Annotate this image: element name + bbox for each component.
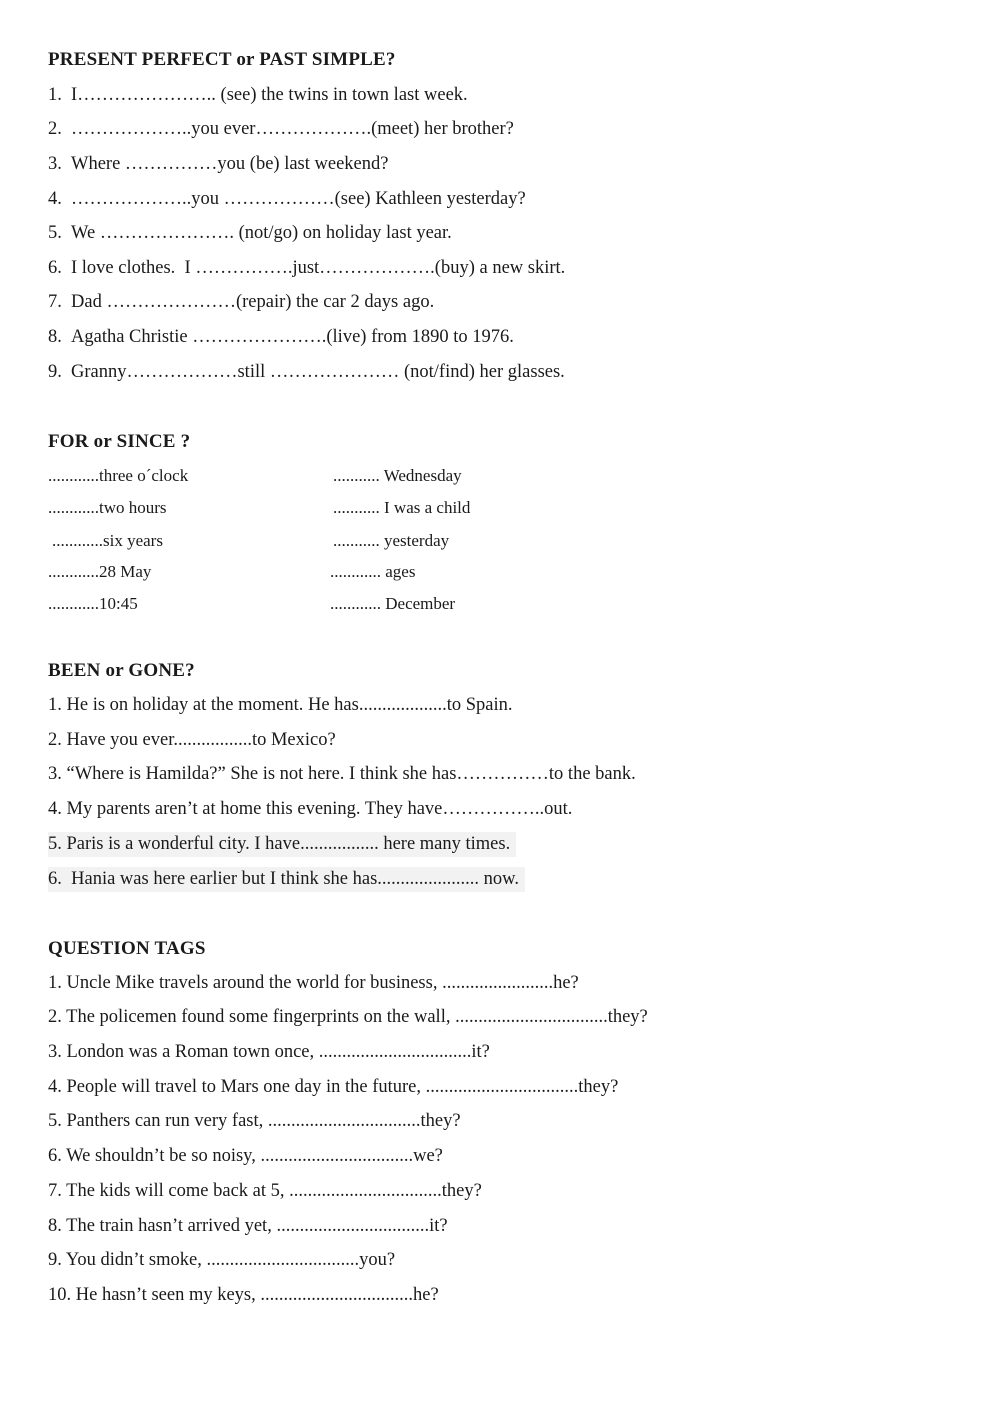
- exercise-item: [48, 85, 468, 106]
- item-number: 1.: [48, 85, 62, 105]
- item-number: 3.: [48, 154, 62, 174]
- exercise-item: [48, 154, 388, 175]
- for-since-item: ............three o´clock: [48, 466, 189, 485]
- for-since-item: ............28 May: [48, 562, 152, 581]
- exercise-item: 4. My parents aren’t at home this evening. They have……………..out.: [48, 799, 573, 819]
- for-since-item: ........... I was a child: [333, 498, 471, 517]
- exercise-item: [48, 327, 514, 348]
- item-number: 5.: [48, 223, 62, 243]
- item-number: 7.: [48, 292, 62, 312]
- exercise-item: 6. We shouldn’t be so noisy, .................................we?: [48, 1146, 443, 1166]
- exercise-item: [48, 362, 565, 383]
- item-number: 4.: [48, 189, 62, 209]
- item-number: 2.: [48, 119, 62, 139]
- item-number: 6.: [48, 258, 62, 278]
- exercise-item: [48, 292, 434, 313]
- exercise-item: 9. You didn’t smoke, .................................you?: [48, 1250, 396, 1270]
- exercise-item: 2. Have you ever.................to Mexico?: [48, 730, 336, 750]
- item-text: ………………..you ………………(see) Kathleen yesterday?: [71, 189, 526, 209]
- exercise-item: [48, 223, 452, 244]
- for-since-item: ............10:45: [48, 594, 138, 613]
- for-since-item: ........... Wednesday: [333, 466, 462, 485]
- item-text: Dad …………………(repair) the car 2 days ago.: [71, 292, 435, 312]
- exercise-item: 3. “Where is Hamilda?” She is not here. I think she has……………to the bank.: [48, 764, 636, 784]
- section-title-present-perfect: PRESENT PERFECT or PAST SIMPLE?: [48, 49, 396, 70]
- section-title-been-gone: BEEN or GONE?: [48, 660, 195, 681]
- item-text: ………………..you ever……………….(meet) her brother?: [71, 119, 514, 139]
- item-text: We …………………. (not/go) on holiday last year.: [71, 223, 452, 243]
- exercise-item: [48, 189, 526, 210]
- for-since-item: ............ December: [330, 594, 456, 613]
- exercise-item: 10. He hasn’t seen my keys, .................................he?: [48, 1285, 439, 1305]
- item-text: I love clothes. I …………….just……………….(buy) a new skirt.: [71, 258, 566, 278]
- item-number: 9.: [48, 362, 62, 382]
- section-title-question-tags: QUESTION TAGS: [48, 938, 206, 959]
- item-text: Where ……………you (be) last weekend?: [71, 154, 389, 174]
- exercise-item: 6. Hania was here earlier but I think she has...................... now.: [48, 867, 525, 892]
- exercise-item: 1. Uncle Mike travels around the world for business, ........................he?: [48, 973, 579, 993]
- exercise-item: [48, 258, 565, 279]
- exercise-item: 2. The policemen found some fingerprints on the wall, .................................they?: [48, 1007, 648, 1027]
- exercise-item: 5. Panthers can run very fast, .................................they?: [48, 1111, 461, 1131]
- exercise-item: 5. Paris is a wonderful city. I have................. here many times.: [48, 832, 516, 857]
- exercise-item: 4. People will travel to Mars one day in the future, .................................they?: [48, 1077, 619, 1097]
- item-text: I………………….. (see) the twins in town last week.: [71, 85, 468, 105]
- for-since-item: ........... yesterday: [333, 531, 450, 550]
- for-since-item: ............two hours: [48, 498, 167, 517]
- exercise-item: 8. The train hasn’t arrived yet, .................................it?: [48, 1216, 448, 1236]
- item-text: Agatha Christie ………………….(live) from 1890 to 1976.: [71, 327, 514, 347]
- exercise-item: 3. London was a Roman town once, .................................it?: [48, 1042, 490, 1062]
- item-number: 8.: [48, 327, 62, 347]
- section-title-for-since: FOR or SINCE ?: [48, 431, 191, 452]
- for-since-item: ............ ages: [330, 562, 416, 581]
- exercise-item: 7. The kids will come back at 5, .................................they?: [48, 1181, 482, 1201]
- item-text: Granny………………still ………………… (not/find) her glasses.: [71, 362, 565, 382]
- for-since-item: ............six years: [52, 531, 163, 550]
- exercise-item: 1. He is on holiday at the moment. He has...................to Spain.: [48, 695, 513, 715]
- exercise-item: [48, 119, 514, 140]
